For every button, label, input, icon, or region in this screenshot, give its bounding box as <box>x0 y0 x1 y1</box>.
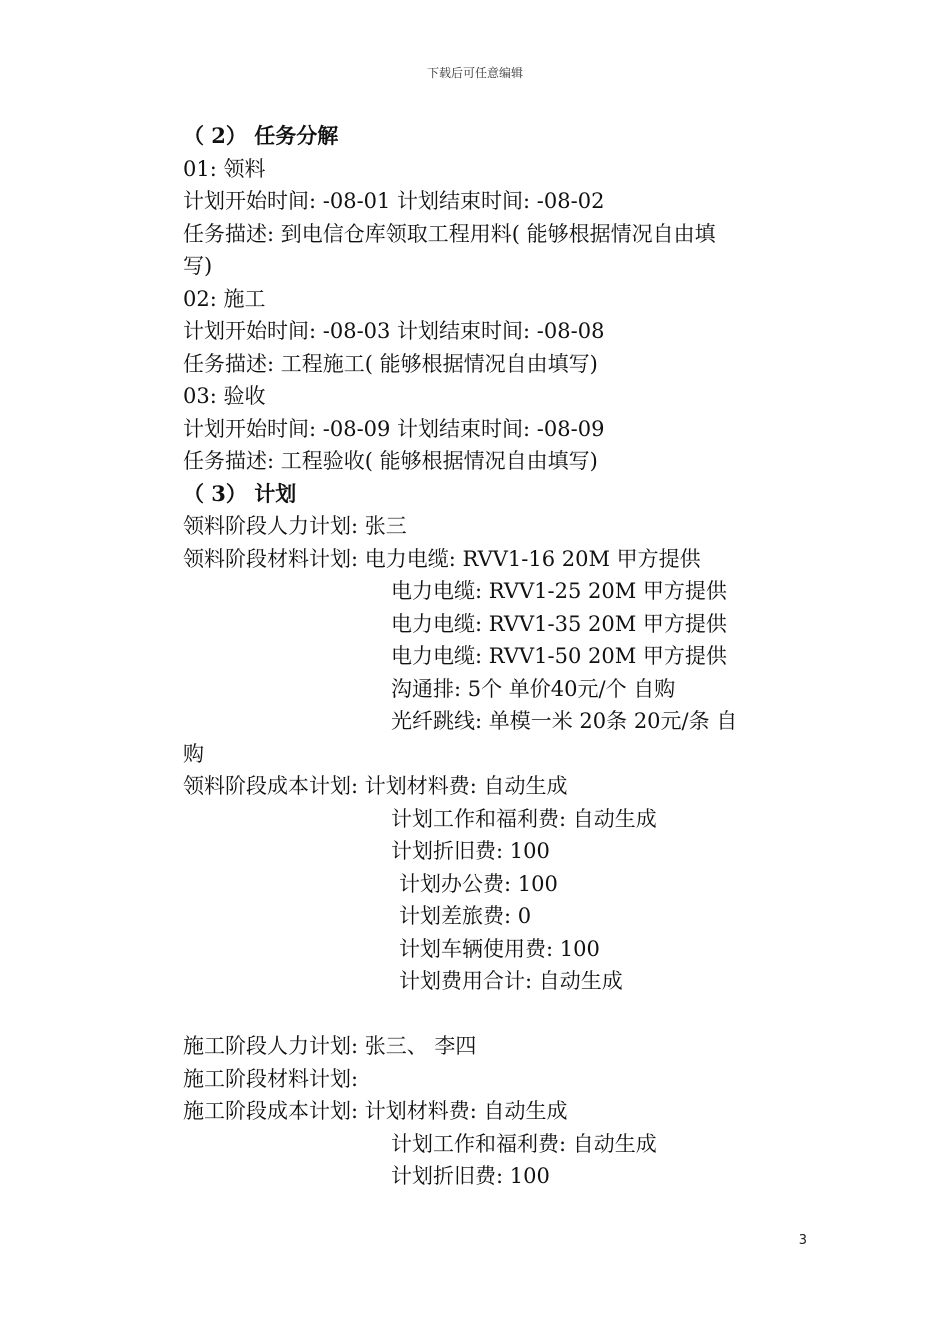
material-item: 电力电缆: RVV1-35 20M 甲方提供 <box>391 611 727 636</box>
construction-material-plan: 施工阶段材料计划: <box>183 1066 359 1091</box>
blank-line <box>183 998 823 1031</box>
task-03-schedule: 计划开始时间: -08-09 计划结束时间: -08-09 <box>183 416 605 441</box>
task-02-description: 任务描述: 工程施工( 能够根据情况自由填写) <box>183 351 598 376</box>
cost-item: 计划工作和福利费: 自动生成 <box>391 806 657 831</box>
material-item: 电力电缆: RVV1-25 20M 甲方提供 <box>391 579 727 603</box>
task-01-description: 任务描述: 到电信仓库领取工程用料( 能够根据情况自由填 <box>183 221 716 246</box>
pick-cost-plan: 领料阶段成本计划: 计划材料费: 自动生成 <box>183 774 568 798</box>
construction-cost-plan: 施工阶段成本计划: 计划材料费: 自动生成 <box>183 1099 568 1123</box>
section-heading-plan: （ 3） 计划 <box>183 480 297 506</box>
task-01-description-cont: 写) <box>183 254 213 278</box>
material-item: 光纤跳线: 单模一米 20条 20元/条 自 <box>391 709 738 733</box>
material-item: 沟通排: 5个 单价40元/个 自购 <box>391 676 676 701</box>
task-01-title: 01: 领料 <box>183 156 266 181</box>
cost-item: 计划办公费: 100 <box>399 871 558 896</box>
task-02-title: 02: 施工 <box>183 286 266 311</box>
material-item: 电力电缆: RVV1-50 20M 甲方提供 <box>391 644 727 668</box>
construction-labor-plan: 施工阶段人力计划: 张三、 李四 <box>183 1034 477 1058</box>
page-header: 下载后可任意编辑 <box>426 66 523 80</box>
cost-item: 计划工作和福利费: 自动生成 <box>391 1131 657 1156</box>
pick-material-plan: 领料阶段材料计划: 电力电缆: RVV1-16 20M 甲方提供 <box>183 546 701 571</box>
cost-item: 计划差旅费: 0 <box>399 904 532 928</box>
task-03-description: 任务描述: 工程验收( 能够根据情况自由填写) <box>183 449 598 473</box>
cost-item: 计划折旧费: 100 <box>391 1164 550 1188</box>
document-body <box>183 120 823 1193</box>
pick-labor-plan: 领料阶段人力计划: 张三 <box>183 514 407 538</box>
cost-item: 计划折旧费: 100 <box>391 839 550 863</box>
page-number: 3 <box>798 1233 807 1248</box>
task-01-schedule: 计划开始时间: -08-01 计划结束时间: -08-02 <box>183 189 605 213</box>
task-02-schedule: 计划开始时间: -08-03 计划结束时间: -08-08 <box>183 319 605 343</box>
material-item-cont: 购 <box>183 741 204 766</box>
cost-item: 计划车辆使用费: 100 <box>399 936 600 961</box>
task-03-title: 03: 验收 <box>183 384 266 408</box>
section-heading-task-breakdown: （ 2） 任务分解 <box>183 123 339 148</box>
cost-item: 计划费用合计: 自动生成 <box>399 969 623 993</box>
